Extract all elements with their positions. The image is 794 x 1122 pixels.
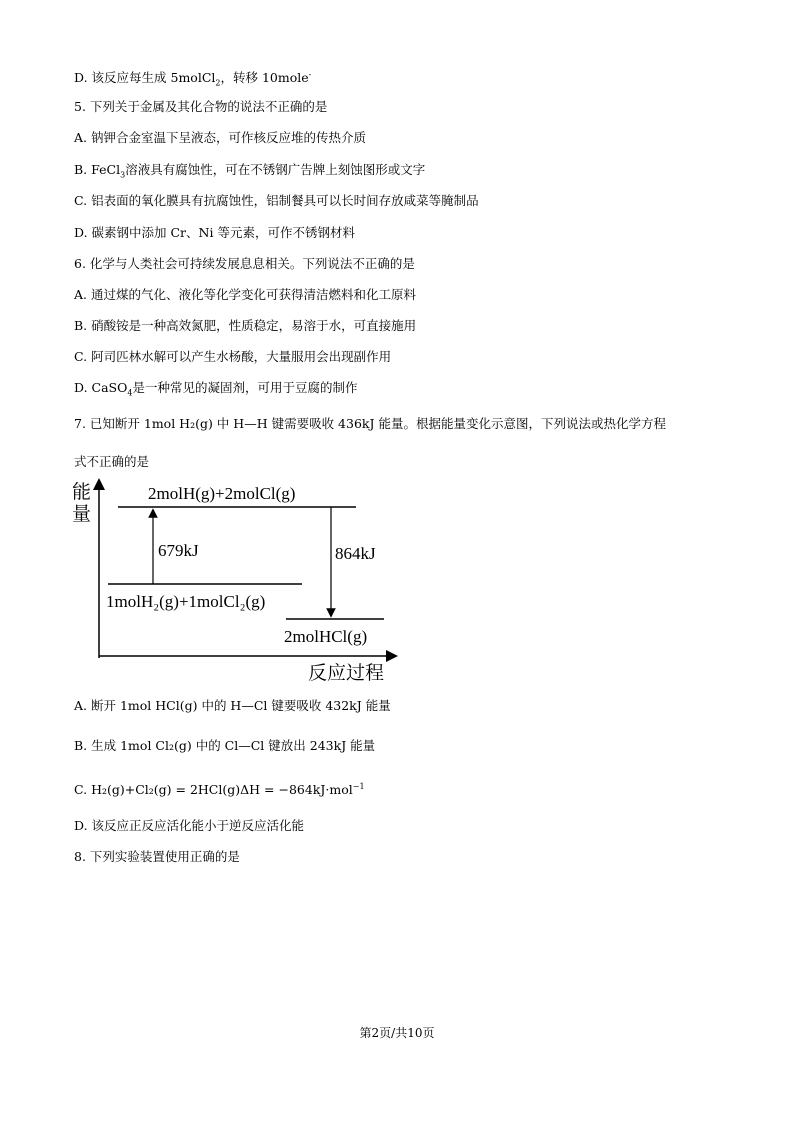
q5-option-b-pre: B. FeCl xyxy=(74,162,121,177)
q6-option-b: B. 硝酸铵是一种高效氮肥，性质稳定，易溶于水，可直接施用 xyxy=(74,318,417,333)
q4-option-d-post: ，转移 10mole xyxy=(220,70,309,86)
q6-option-c: C. 阿司匹林水解可以产生水杨酸，大量服用会出现副作用 xyxy=(74,349,392,364)
q7-stem-line1: 7. 已知断开 1mol H₂(g) 中 H—H 键需要吸收 436kJ 能量。根据能量变化示意图，下列说法或热化学方程 xyxy=(74,416,666,431)
q5-option-c: C. 铝表面的氧化膜具有抗腐蚀性，铝制餐具可以长时间存放咸菜等腌制品 xyxy=(74,193,479,208)
q6-option-d-post: 是一种常见的凝固剂，可用于豆腐的制作 xyxy=(132,380,358,395)
y-axis-label-top: 能 xyxy=(72,482,92,503)
q6-option-d-sub: 4 xyxy=(127,388,133,398)
q4-option-d-pre: D. 该反应每生成 5molCl xyxy=(74,70,216,86)
q7-stem-line2: 式不正确的是 xyxy=(74,454,150,469)
y-axis-label-bottom: 量 xyxy=(72,504,92,525)
page-number: 第2页/共10页 xyxy=(359,1026,435,1040)
q7-option-c-pre: C. H₂(g)+Cl₂(g) = 2HCl(g)ΔH = −864kJ·mol xyxy=(74,782,353,798)
q7-option-b: B. 生成 1mol Cl₂(g) 中的 Cl—Cl 键放出 243kJ 能量 xyxy=(74,738,376,753)
q5-option-a: A. 钠钾合金室温下呈液态，可作核反应堆的传热介质 xyxy=(74,130,366,145)
q4-option-d-sub: 2 xyxy=(215,78,221,88)
q7-option-d: D. 该反应正反应活化能小于逆反应活化能 xyxy=(74,818,305,833)
q6-option-d xyxy=(74,380,357,402)
energy-diagram xyxy=(70,476,410,686)
q6-option-d-pre: D. CaSO xyxy=(74,380,128,395)
q5-option-b xyxy=(74,162,425,184)
q5-stem: 5. 下列关于金属及其化合物的说法不正确的是 xyxy=(74,99,328,114)
q7-option-c-sup: −1 xyxy=(352,782,365,791)
release-energy-label: 864kJ xyxy=(335,544,376,563)
x-axis-label: 反应过程 xyxy=(308,663,385,684)
reactant-level-label: 1molH₂(g)+1molCl₂(g) xyxy=(106,592,266,611)
q8-stem: 8. 下列实验装置使用正确的是 xyxy=(74,849,240,864)
absorb-energy-label: 679kJ xyxy=(158,541,199,560)
q5-option-d: D. 碳素钢中添加 Cr、Ni 等元素，可作不锈钢材料 xyxy=(74,225,355,240)
q6-stem: 6. 化学与人类社会可持续发展息息相关。下列说法不正确的是 xyxy=(74,256,415,271)
product-level-label: 2molHCl(g) xyxy=(284,627,368,646)
q5-option-b-post: 溶液具有腐蚀性，可在不锈钢广告牌上刻蚀图形或文字 xyxy=(125,162,426,177)
q5-option-b-sub: 3 xyxy=(120,170,126,180)
top-level-label: 2molH(g)+2molCl(g) xyxy=(148,484,296,503)
q4-option-d-sup: - xyxy=(308,70,312,79)
q7-option-a: A. 断开 1mol HCl(g) 中的 H—Cl 键要吸收 432kJ 能量 xyxy=(74,698,391,713)
q6-option-a: A. 通过煤的气化、液化等化学变化可获得清洁燃料和化工原料 xyxy=(74,287,416,302)
q4-option-d xyxy=(74,67,311,92)
q7-option-c xyxy=(74,779,365,798)
